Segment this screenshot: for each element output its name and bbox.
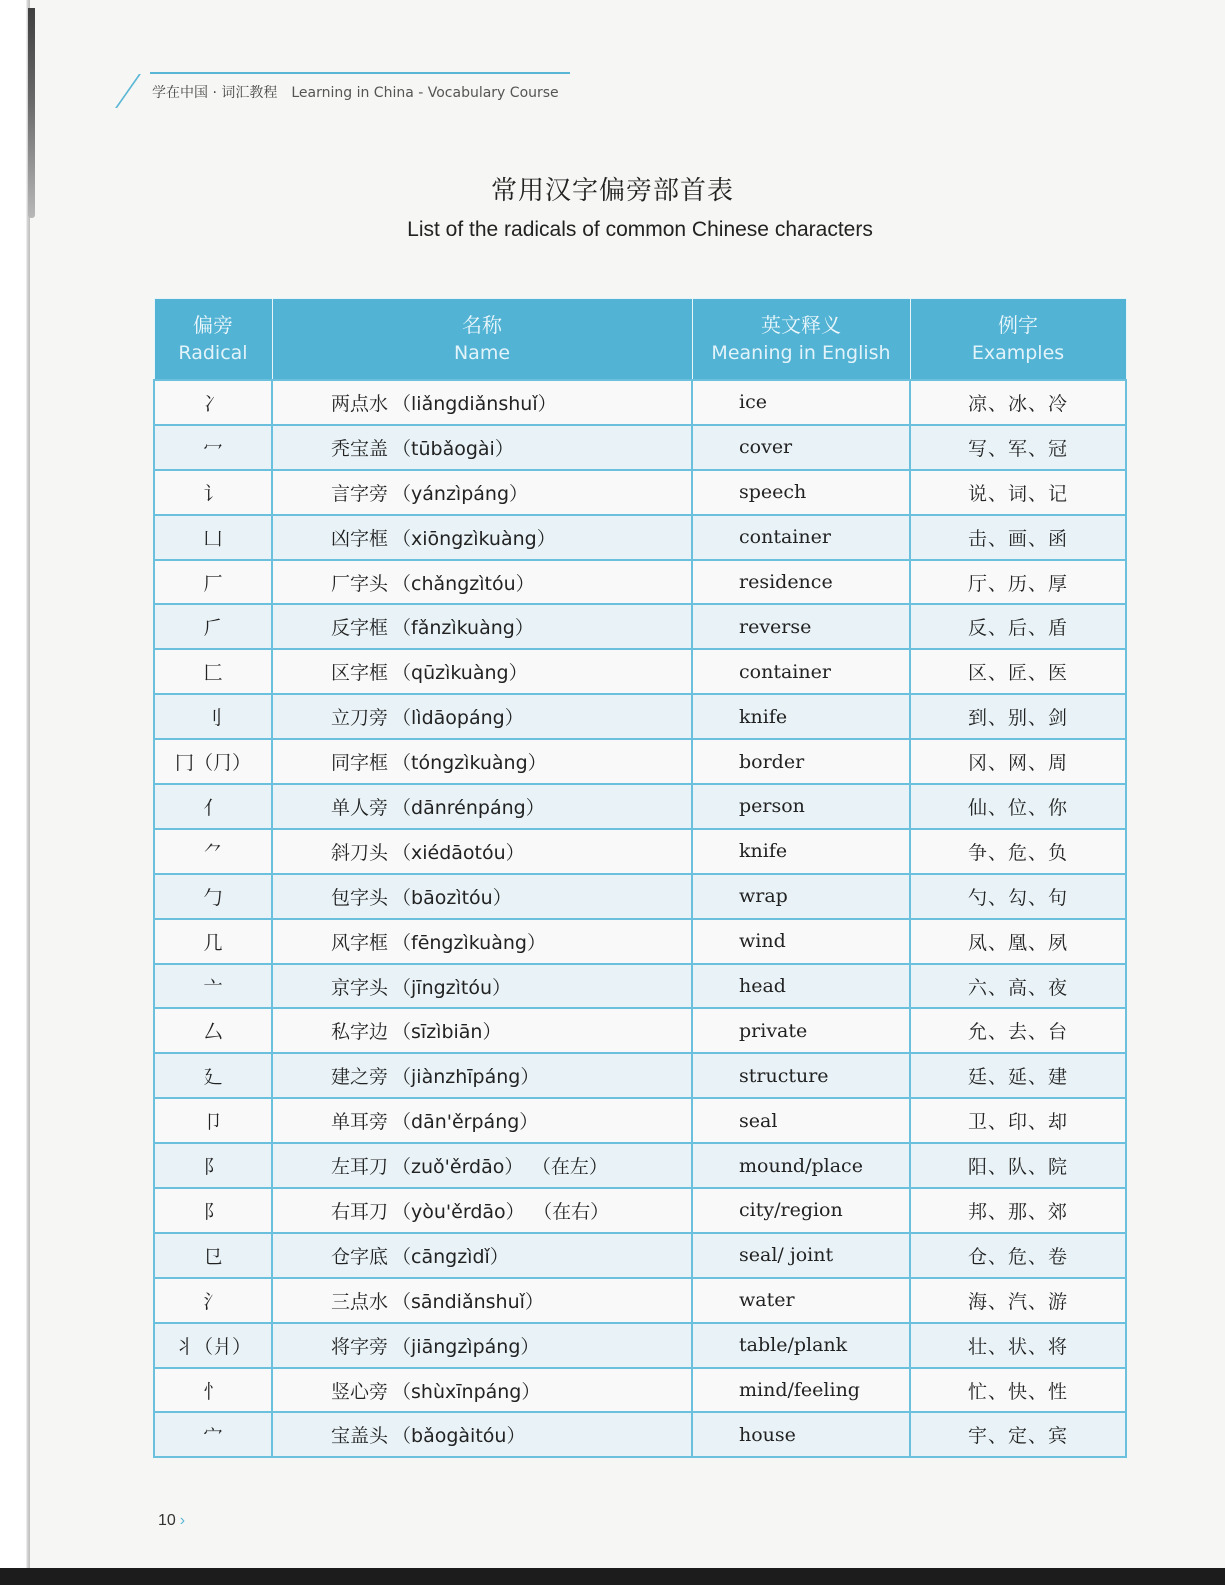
table-row [154, 1323, 1126, 1368]
radical-name: 单耳旁 [331, 1111, 389, 1134]
radical-pinyin: （fēngzìkuàng） [392, 931, 546, 954]
examples-cell: 凤、凰、夙 [910, 919, 1126, 964]
examples-cell: 廷、延、建 [910, 1053, 1126, 1098]
name-cell [272, 1053, 692, 1098]
name-cell [272, 784, 692, 829]
examples-cell: 卫、印、却 [910, 1098, 1126, 1143]
radical-name: 宝盖头 [331, 1425, 389, 1448]
radical-name: 区字框 [331, 662, 389, 685]
radical-pinyin: （yòu'ěrdāo） [392, 1200, 525, 1223]
radical-cell: 勹 [154, 874, 272, 919]
meaning-cell: house [692, 1412, 910, 1457]
examples-cell: 厅、历、厚 [910, 560, 1126, 605]
name-cell [272, 874, 692, 919]
table-row [154, 380, 1126, 425]
running-head-rule [150, 72, 570, 74]
header-radical: 偏旁 Radical [154, 299, 272, 381]
examples-cell: 壮、状、将 [910, 1323, 1126, 1368]
table-row [154, 694, 1126, 739]
radical-pinyin: （xiōngzìkuàng） [392, 527, 556, 550]
radical-cell: 凵 [154, 515, 272, 560]
examples-cell: 忙、快、性 [910, 1368, 1126, 1413]
name-cell [272, 694, 692, 739]
name-cell [272, 1143, 692, 1188]
meaning-cell: cover [692, 425, 910, 470]
page-title-cn: 常用汉字偏旁部首表 [490, 176, 734, 206]
radical-name: 三点水 [331, 1290, 389, 1313]
table-row [154, 649, 1126, 694]
page-number: 10 › [158, 1512, 186, 1529]
radical-name: 单人旁 [331, 796, 389, 819]
meaning-cell: mind/feeling [692, 1368, 910, 1413]
radical-name: 反字框 [331, 617, 389, 640]
radical-cell: 氵 [154, 1278, 272, 1323]
examples-cell: 区、匠、医 [910, 649, 1126, 694]
page-chevron-icon: › [179, 1512, 186, 1529]
name-cell [272, 604, 692, 649]
meaning-cell: person [692, 784, 910, 829]
radical-cell: 𠂆 [154, 604, 272, 649]
radical-cell: 刂 [154, 694, 272, 739]
radical-pinyin: （jīngzìtóu） [392, 976, 512, 999]
radical-pinyin: （yánzìpáng） [392, 482, 529, 505]
meaning-cell: seal [692, 1098, 910, 1143]
radical-cell: ⺈ [154, 829, 272, 874]
examples-cell: 宇、定、宾 [910, 1412, 1126, 1457]
scan-bottom-edge [0, 1568, 1225, 1585]
meaning-cell: seal/ joint [692, 1233, 910, 1278]
radical-name: 立刀旁 [331, 707, 389, 730]
radical-cell: 冂（⺆） [154, 739, 272, 784]
radical-cell: 阝 [154, 1188, 272, 1233]
header-meaning: 英文释义 Meaning in English [692, 299, 910, 381]
radical-pinyin: （jiànzhīpáng） [392, 1066, 540, 1089]
running-head-cn: 学在中国 · 词汇教程 [152, 85, 278, 101]
radical-position-note: （在右） [542, 1200, 610, 1223]
table-row [154, 739, 1126, 784]
table-row [154, 560, 1126, 605]
header-name: 名称 Name [272, 299, 692, 381]
radical-name: 厂字头 [331, 572, 389, 595]
examples-cell: 六、高、夜 [910, 964, 1126, 1009]
table-row [154, 470, 1126, 515]
examples-cell: 邦、那、郊 [910, 1188, 1126, 1233]
table-row [154, 1143, 1126, 1188]
name-cell [272, 1412, 692, 1457]
name-cell [272, 1008, 692, 1053]
radical-cell: 忄 [154, 1368, 272, 1413]
table-row [154, 919, 1126, 964]
radical-pinyin: （cāngzìdǐ） [392, 1245, 509, 1268]
table-row [154, 1188, 1126, 1233]
meaning-cell: knife [692, 694, 910, 739]
table-row [154, 874, 1126, 919]
table-row [154, 1053, 1126, 1098]
meaning-cell: mound/place [692, 1143, 910, 1188]
radical-name: 右耳刀 [331, 1200, 389, 1223]
meaning-cell: table/plank [692, 1323, 910, 1368]
radical-cell: 廴 [154, 1053, 272, 1098]
meaning-cell: wrap [692, 874, 910, 919]
radical-cell: 丬（爿） [154, 1323, 272, 1368]
radical-name: 凶字框 [331, 527, 389, 550]
radical-name: 风字框 [331, 931, 389, 954]
radical-pinyin: （sāndiǎnshuǐ） [392, 1290, 544, 1313]
radical-position-note: （在左） [541, 1156, 608, 1179]
name-cell [272, 425, 692, 470]
radical-name: 私字边 [331, 1021, 389, 1044]
meaning-cell: speech [692, 470, 910, 515]
meaning-cell: residence [692, 560, 910, 605]
name-cell [272, 1278, 692, 1323]
name-cell [272, 1323, 692, 1368]
table-row [154, 1368, 1126, 1413]
name-cell [272, 470, 692, 515]
name-cell [272, 1233, 692, 1278]
radical-name: 仓字底 [331, 1245, 389, 1268]
radical-cell: 亻 [154, 784, 272, 829]
radical-cell: 几 [154, 919, 272, 964]
name-cell [272, 560, 692, 605]
radical-pinyin: （liǎngdiǎnshuǐ） [392, 392, 557, 415]
radical-cell: 冖 [154, 425, 272, 470]
radicals-table [153, 298, 1127, 1458]
radical-cell: 宀 [154, 1412, 272, 1457]
radical-pinyin: （jiāngzìpáng） [392, 1335, 540, 1358]
meaning-cell: private [692, 1008, 910, 1053]
radical-pinyin: （sīzìbiān） [392, 1021, 502, 1044]
radical-pinyin: （zuǒ'ěrdāo） [392, 1156, 524, 1179]
radical-pinyin: （bǎogàitóu） [392, 1425, 526, 1448]
meaning-cell: head [692, 964, 910, 1009]
name-cell [272, 964, 692, 1009]
table-row [154, 784, 1126, 829]
radical-pinyin: （tūbǎogài） [392, 437, 514, 460]
examples-cell: 说、词、记 [910, 470, 1126, 515]
radical-pinyin: （bāozìtóu） [392, 886, 512, 909]
meaning-cell: border [692, 739, 910, 784]
table-row [154, 1412, 1126, 1457]
table-row [154, 1278, 1126, 1323]
radical-name: 京字头 [331, 976, 389, 999]
meaning-cell: ice [692, 380, 910, 425]
examples-cell: 海、汽、游 [910, 1278, 1126, 1323]
running-head [152, 82, 559, 102]
table-row [154, 1233, 1126, 1278]
radical-name: 斜刀头 [331, 841, 389, 864]
radical-pinyin: （xiédāotóu） [392, 841, 525, 864]
radical-name: 左耳刀 [331, 1156, 389, 1179]
examples-cell: 仓、危、卷 [910, 1233, 1126, 1278]
radical-name: 包字头 [331, 886, 389, 909]
radical-cell: 冫 [154, 380, 272, 425]
examples-cell: 争、危、负 [910, 829, 1126, 874]
radical-name: 秃宝盖 [331, 437, 389, 460]
name-cell [272, 829, 692, 874]
radical-cell: 亠 [154, 964, 272, 1009]
examples-cell: 凉、冰、冷 [910, 380, 1126, 425]
name-cell [272, 739, 692, 784]
running-head-en: Learning in China - Vocabulary Course [291, 85, 559, 101]
table-row [154, 829, 1126, 874]
radical-name: 将字旁 [331, 1335, 389, 1358]
radical-name: 言字旁 [331, 482, 389, 505]
radical-cell: 厂 [154, 560, 272, 605]
meaning-cell: wind [692, 919, 910, 964]
radical-pinyin: （fǎnzìkuàng） [392, 617, 534, 640]
radical-pinyin: （lìdāopáng） [392, 707, 524, 730]
radical-cell: 卩 [154, 1098, 272, 1143]
meaning-cell: knife [692, 829, 910, 874]
examples-cell: 击、画、函 [910, 515, 1126, 560]
table-row [154, 604, 1126, 649]
meaning-cell: structure [692, 1053, 910, 1098]
name-cell [272, 1368, 692, 1413]
radical-pinyin: （dān'ěrpáng） [392, 1111, 539, 1134]
radical-pinyin: （qūzìkuàng） [392, 662, 528, 685]
table-header-row [154, 299, 1126, 381]
table-row [154, 425, 1126, 470]
radical-cell: 匚 [154, 649, 272, 694]
name-cell [272, 380, 692, 425]
table-row [154, 964, 1126, 1009]
radical-cell: 阝 [154, 1143, 272, 1188]
meaning-cell: container [692, 515, 910, 560]
meaning-cell: reverse [692, 604, 910, 649]
radical-pinyin: （dānrénpáng） [392, 796, 545, 819]
examples-cell: 阳、队、院 [910, 1143, 1126, 1188]
name-cell [272, 919, 692, 964]
examples-cell: 允、去、台 [910, 1008, 1126, 1053]
table-row [154, 1098, 1126, 1143]
radical-name: 建之旁 [331, 1066, 389, 1089]
name-cell [272, 1188, 692, 1233]
meaning-cell: city/region [692, 1188, 910, 1233]
examples-cell: 勺、勾、句 [910, 874, 1126, 919]
radical-cell: 讠 [154, 470, 272, 515]
header-examples: 例字 Examples [910, 299, 1126, 381]
examples-cell: 仙、位、你 [910, 784, 1126, 829]
examples-cell: 反、后、盾 [910, 604, 1126, 649]
radical-name: 两点水 [331, 392, 389, 415]
examples-cell: 到、别、剑 [910, 694, 1126, 739]
name-cell [272, 649, 692, 694]
meaning-cell: water [692, 1278, 910, 1323]
radical-pinyin: （chǎngzìtóu） [392, 572, 535, 595]
table-row [154, 1008, 1126, 1053]
radical-pinyin: （shùxīnpáng） [392, 1380, 541, 1403]
radical-name: 同字框 [331, 752, 389, 775]
running-head-slash [115, 74, 141, 108]
radical-cell: 㔾 [154, 1233, 272, 1278]
page-title-en: List of the radicals of common Chinese characters [407, 218, 873, 241]
radical-pinyin: （tóngzìkuàng） [392, 752, 547, 775]
examples-cell: 写、军、冠 [910, 425, 1126, 470]
table-body [154, 380, 1126, 1457]
meaning-cell: container [692, 649, 910, 694]
radical-name: 竖心旁 [331, 1380, 389, 1403]
table-row [154, 515, 1126, 560]
name-cell [272, 515, 692, 560]
examples-cell: 冈、网、周 [910, 739, 1126, 784]
name-cell [272, 1098, 692, 1143]
radical-cell: 厶 [154, 1008, 272, 1053]
